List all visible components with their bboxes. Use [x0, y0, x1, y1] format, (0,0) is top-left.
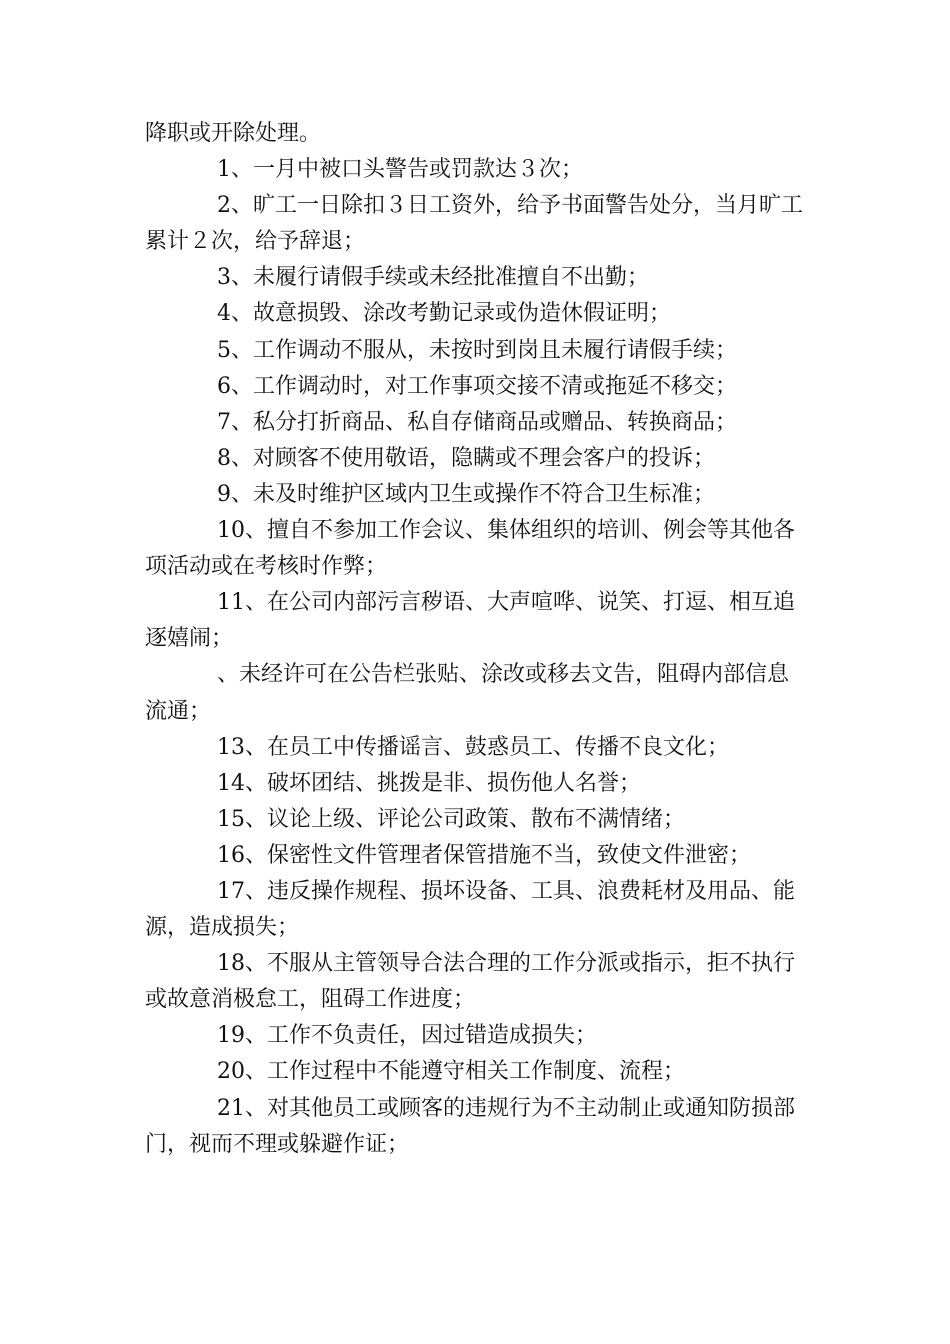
rule-item-14: 14、破坏团结、挑拨是非、损伤他人名誉；	[217, 770, 641, 796]
rule-item-15: 15、议论上级、评论公司政策、散布不满情绪；	[217, 806, 685, 832]
rule-item-6: 6、工作调动时，对工作事项交接不清或拖延不移交；	[217, 373, 737, 399]
rule-item-19: 19、工作不负责任，因过错造成损失；	[217, 1023, 597, 1049]
rule-item-16: 16、保密性文件管理者保管措施不当，致使文件泄密；	[217, 842, 751, 868]
rule-item-7: 7、私分打折商品、私自存储商品或赠品、转换商品；	[217, 409, 737, 435]
rule-item-13: 13、在员工中传播谣言、鼓惑员工、传播不良文化；	[217, 734, 729, 760]
rule-item-20: 20、工作过程中不能遵守相关工作制度、流程；	[217, 1059, 685, 1085]
rule-item-8: 8、对顾客不使用敬语，隐瞒或不理会客户的投诉；	[217, 445, 715, 471]
rule-item-11: 11、在公司内部污言秽语、大声喧哗、说笑、打逗、相互追逐嬉闹；	[145, 590, 795, 652]
rule-item-5: 5、工作调动不服从，未按时到岗且未履行请假手续；	[217, 337, 737, 363]
rule-item-18: 18、不服从主管领导合法合理的工作分派或指示，拒不执行或故意消极怠工，阻碍工作进度；	[145, 951, 795, 1013]
rule-item-4: 4、故意损毁、涂改考勤记录或伪造休假证明；	[217, 301, 671, 327]
rule-item-2: 2、旷工一日除扣３日工资外，给予书面警告处分，当月旷工累计２次，给予辞退；	[145, 193, 803, 255]
paragraph-continuation: 降职或开除处理。	[145, 121, 322, 146]
document-body	[145, 116, 810, 1163]
rule-item-21: 21、对其他员工或顾客的违规行为不主动制止或通知防损部门，视而不理或躲避作证；	[145, 1095, 795, 1157]
rule-item-3: 3、未履行请假手续或未经批准擅自不出勤；	[217, 265, 649, 291]
rule-item-9: 9、未及时维护区域内卫生或操作不符合卫生标准；	[217, 481, 715, 507]
rule-item-17: 17、违反操作规程、损坏设备、工具、浪费耗材及用品、能源，造成损失；	[145, 878, 795, 941]
rule-item-1: 1、一月中被口头警告或罚款达３次；	[217, 157, 583, 183]
rule-item-10: 10、擅自不参加工作会议、集体组织的培训、例会等其他各项活动或在考核时作弊；	[145, 518, 795, 580]
rule-item-12: 、未经许可在公告栏张贴、涂改或移去文告，阻碍内部信息流通；	[145, 662, 790, 724]
